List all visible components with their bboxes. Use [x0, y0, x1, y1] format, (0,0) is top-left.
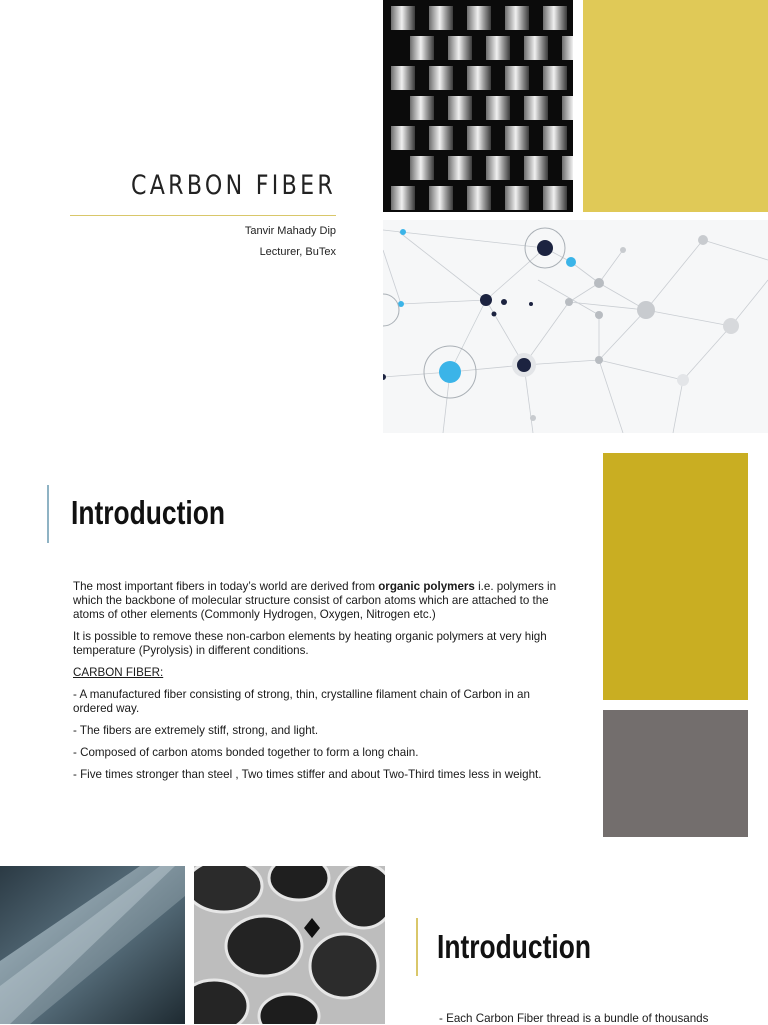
sem-microscope-image [194, 866, 385, 1024]
sem-graphic [194, 866, 385, 1024]
weave-tile [429, 186, 453, 210]
paragraph-pyrolysis: It is possible to remove these non-carbon elements by heating organic polymers at very high temperature (Pyrolysis) in different conditions. [73, 630, 547, 657]
weave-tile [448, 36, 472, 60]
bold-term: organic polymers [378, 580, 475, 593]
bullet-item: - Each Carbon Fiber thread is a bundle of thousands [439, 1012, 709, 1025]
carbon-weave-image [383, 0, 573, 212]
bullet-item: - The fibers are extremely stiff, strong, and light. [73, 724, 319, 737]
olive-color-block [603, 453, 748, 700]
weave-tile [429, 6, 453, 30]
author-name: Tanvir Mahady Dip [244, 225, 336, 237]
paragraph-text: i.e. polymers in which the backbone of molecular structure consist of carbon atoms which are attached to the atoms of other elements (Commonly Hydrogen, Oxygen, Nitrogen etc.) [73, 580, 557, 621]
weave-tile [543, 66, 567, 90]
paragraph-text: The most important fibers in today’s world are derived from [73, 580, 379, 593]
grey-color-block [603, 710, 748, 837]
weave-tile [448, 96, 472, 120]
slide-body [73, 580, 568, 790]
author-role: Lecturer, BuTex [259, 246, 336, 258]
presentation-title: CARBON FIBER [131, 170, 336, 201]
heading-accent-bar [47, 485, 49, 543]
weave-tile [486, 156, 510, 180]
title-divider [70, 215, 336, 216]
weave-tile [429, 126, 453, 150]
weave-tile [467, 126, 491, 150]
weave-tile [562, 96, 573, 120]
paragraph-polymers [73, 580, 568, 622]
carbon-fiber-subheading: CARBON FIBER: [73, 666, 164, 679]
weave-tile [562, 36, 573, 60]
weave-tile [467, 66, 491, 90]
weave-tile [391, 126, 415, 150]
weave-tile [410, 156, 434, 180]
weave-tile [486, 96, 510, 120]
network-graphic [383, 220, 768, 433]
weave-tile [505, 186, 529, 210]
weave-tile [524, 36, 548, 60]
weave-tile [486, 36, 510, 60]
weave-tile [543, 6, 567, 30]
weave-tile [391, 66, 415, 90]
weave-tile [524, 96, 548, 120]
bullet-item: - Five times stronger than steel , Two times stiffer and about Two-Third times less in weight. [73, 768, 542, 781]
weave-tile [505, 126, 529, 150]
slide-heading: Introduction [71, 494, 225, 531]
yellow-color-block [583, 0, 768, 212]
weave-tile [391, 186, 415, 210]
fiber-graphic [0, 866, 185, 1024]
weave-tile [391, 6, 415, 30]
weave-tile [448, 156, 472, 180]
weave-tile [410, 36, 434, 60]
weave-tile [429, 66, 453, 90]
bullet-item: - A manufactured fiber consisting of strong, thin, crystalline filament chain of Carbon in an ordered way. [73, 688, 530, 715]
weave-tile [467, 186, 491, 210]
weave-tile [543, 186, 567, 210]
weave-tile [562, 156, 573, 180]
bullet-item: - Composed of carbon atoms bonded together to form a long chain. [73, 746, 419, 759]
weave-tile [543, 126, 567, 150]
molecular-network-image [383, 220, 768, 433]
slide-heading: Introduction [437, 928, 591, 965]
fiber-closeup-image [0, 866, 185, 1024]
heading-accent-bar [416, 918, 418, 976]
weave-tile [524, 156, 548, 180]
weave-tile [505, 6, 529, 30]
weave-tile [467, 6, 491, 30]
weave-tile [505, 66, 529, 90]
weave-tile [410, 96, 434, 120]
